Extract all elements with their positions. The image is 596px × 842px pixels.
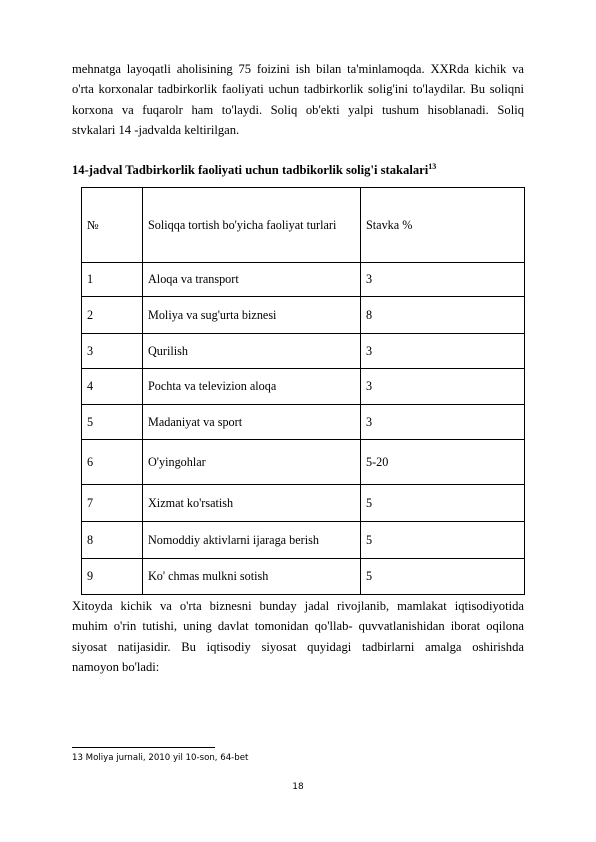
text-line: mehnatga layoqatli aholisining 75 foizini ish bilan ta'minlamoqda. XXRda kichik va <box>72 62 524 76</box>
text-line: muhim o'rin tutishi, uning davlat tomonidan qo'llab- quvvatlanishidan iborat oqilona <box>72 619 524 634</box>
row-number: 9 <box>82 559 143 595</box>
row-rate: 8 <box>361 297 525 334</box>
row-activity: Pochta va televizion aloqa <box>143 369 361 405</box>
table-caption <box>72 162 436 178</box>
row-rate: 3 <box>361 334 525 369</box>
table-row <box>82 405 525 440</box>
text-line: korxona va fuqarolr ham to'laydi. Soliq ob'ekti yalpi tushum hisoblanadi. Soliq <box>72 102 524 117</box>
text-line: o'rta korxonalar tadbirkorlik faoliyati uchun tadbirkorlik solig'ini to'laydilar. Bu soliqni <box>72 82 524 97</box>
row-rate: 5 <box>361 559 525 595</box>
row-activity: Nomoddiy aktivlarni ijaraga berish <box>143 522 361 559</box>
footnote-divider <box>72 747 215 748</box>
intro-paragraph <box>72 59 524 141</box>
row-activity: Madaniyat va sport <box>143 405 361 440</box>
row-number: 5 <box>82 405 143 440</box>
row-number: 7 <box>82 485 143 522</box>
row-rate: 3 <box>361 405 525 440</box>
row-number: 6 <box>82 440 143 485</box>
footnote: 13 Moliya jurnali, 2010 yil 10-son, 64-bet <box>72 753 249 763</box>
outro-paragraph <box>72 596 524 678</box>
row-number: 2 <box>82 297 143 334</box>
text-line: stvkalari 14 -jadvalda keltirilgan. <box>72 123 240 138</box>
table-row <box>82 297 525 334</box>
row-rate: 5 <box>361 485 525 522</box>
table-row <box>82 334 525 369</box>
header-number: № <box>82 188 143 263</box>
text-line: namoyon bo'ladi: <box>72 660 160 675</box>
row-activity: O'yingohlar <box>143 440 361 485</box>
page-number: 18 <box>292 782 304 792</box>
table-row <box>82 522 525 559</box>
row-rate: 3 <box>361 369 525 405</box>
row-rate: 5 <box>361 522 525 559</box>
text-line: siyosat natijasidir. Bu iqtisodiy siyosat quyidagi tadbirlarni amalga oshirishda <box>72 639 524 654</box>
row-number: 3 <box>82 334 143 369</box>
row-number: 1 <box>82 263 143 297</box>
table-row <box>82 263 525 297</box>
header-rate: Stavka % <box>361 188 525 263</box>
row-activity: Moliya va sug'urta biznesi <box>143 297 361 334</box>
row-rate: 3 <box>361 263 525 297</box>
row-number: 8 <box>82 522 143 559</box>
row-activity: Qurilish <box>143 334 361 369</box>
row-rate: 5-20 <box>361 440 525 485</box>
footnote-reference: 13 <box>428 162 437 171</box>
row-activity: Ko' chmas mulkni sotish <box>143 559 361 595</box>
text-line: Xitoyda kichik va o'rta biznesni bunday jadal rivojlanib, mamlakat iqtisodiyotida <box>72 599 524 613</box>
table-row <box>82 440 525 485</box>
tax-rates-table <box>81 187 525 595</box>
table-row <box>82 369 525 405</box>
table-row <box>82 485 525 522</box>
row-activity: Xizmat ko'rsatish <box>143 485 361 522</box>
table-caption-text: 14-jadval Tadbirkorlik faoliyati uchun tadbikorlik solig'i stakalari <box>72 163 429 177</box>
row-activity: Aloqa va transport <box>143 263 361 297</box>
header-activity: Soliqqa tortish bo'yicha faoliyat turlari <box>143 188 361 263</box>
table-header-row <box>82 188 525 263</box>
row-number: 4 <box>82 369 143 405</box>
table-row <box>82 559 525 595</box>
